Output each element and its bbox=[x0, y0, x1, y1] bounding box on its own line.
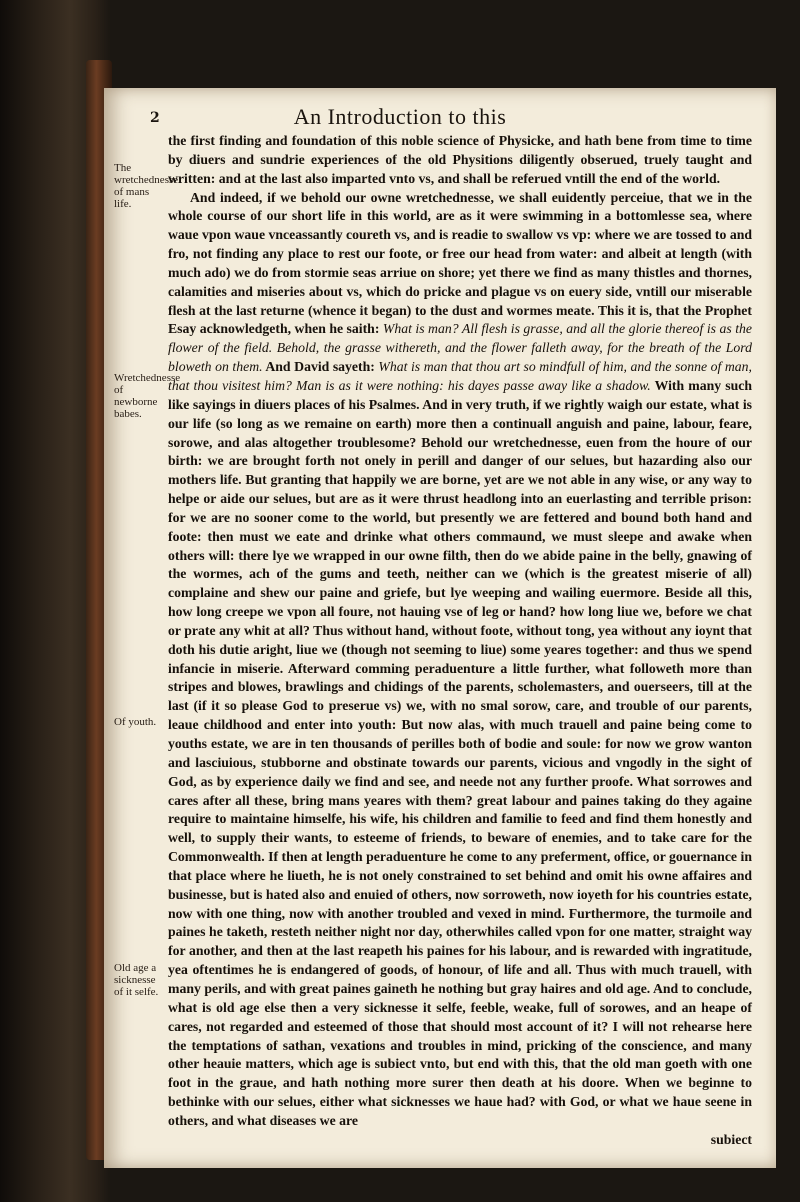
paragraph-wretchednesse bbox=[168, 189, 752, 1131]
sidenote-wretchednesse-of-mans-life: The wretchednesse of mans life. bbox=[114, 162, 179, 210]
page-number: 2 bbox=[150, 110, 160, 126]
paragraph-wretchednesse-text: And indeed, if we behold our owne wretchednesse, we shall euidently perceiue, that we in the whole course of our short life in this world, are as it were swimming in a bottomlesse sea, where waue vpon waue vnceassantly coureth vs, and is readie to swallow vs vp: where we are tossed to and fro, not finding any place to rest our foote, or free our head from water: and albeit at length (with much ado) we do from stormie seas arriue on shore; yet there we find as many thistles and thornes, calamities and miseries about vs, which do pricke and plague vs on euery side, vntill our miserable flesh at the last returne (whence it began) to the dust and wormes meate. This it is, that the Prophet Esay acknowledgeth, when he saith: bbox=[168, 189, 752, 337]
sidenote-of-youth: Of youth. bbox=[114, 716, 157, 728]
sidenote-newborne-babes: Wretchednesse of newborne babes. bbox=[114, 372, 181, 420]
running-head: An Introduction to this bbox=[293, 104, 507, 129]
paragraph-opening: the first finding and foundation of this noble science of Physicke, and hath bene from time to time by diuers and sundrie experiences of the old Physitions diligently obserued, truely taught and written: and at the last also imparted vnto vs, and shall be referued vntill the end of the world. bbox=[168, 133, 752, 186]
catchword: subiect bbox=[710, 1131, 752, 1147]
sidenote-old-age: Old age a sicknesse of it selfe. bbox=[114, 962, 159, 998]
main-text-column bbox=[168, 132, 752, 1150]
quote-esay: What is man? All flesh is grasse, and all the glorie thereof is as the flower of the field. Behold, the grasse withereth, and the flower falleth away, for the breath of the Lord bloweth on them. bbox=[168, 321, 752, 375]
david-sayeth: And David sayeth: bbox=[265, 359, 375, 375]
quote-david: What is man that thou art so mindfull of him, and the sonne of man, that thou visitest him? Man is as it were nothing: his dayes passe away like a shadow. bbox=[168, 359, 752, 393]
paragraph-miseries-of-life: With many such like sayings in diuers places of his Psalmes. And in very truth, if we rightly waigh our estate, what is our life (so long as we remaine on earth) more then a continuall anguish and paine, labour, feare, sorowe, and alas altogether troublesome? Behold our wretchednesse, euen from the houre of our birth: we are brought forth not onely in perill and danger of our selues, but hazarding also our mothers life. But granting that happily we are borne, yet are we not able in any wise, or any way to helpe or aide our selues, but are as it were thrust headlong into an euerlasting and terrible prison: for we are no sooner come to the world, but presently we are fettered and bound both hand and foote: then must we eate and drinke what others commaund, we must sleepe and awake when others will: there lye we wrapped in our owne filth, then do we abide paine in the belly, gnawing of the wormes, ach of the gums and teeth, neither can we (which is the greatest miserie of all) complaine and shew our paine and griefe, but lye weeping and wailing euermore. Beside all this, how long creepe we vpon all foure, not hauing vse of leg or hand? how long liue we, before we chat or prate any whit at all? Thus without hand, without foote, without tong, yea without any ioynt that doth his dutie aright, liue we (though not seeming to liue) some yeares together: and thus we spend infancie in miserie. Afterward comming peraduenture a little further, what followeth more than stripes and blowes, brawlings and chidings of the parents, scholemasters, and ouerseers, till at the last (if it so please God to preserue vs) we, with no smal sorow, care, and trouble of our parents, leaue childhood and enter into youth: But now alas, with much trauell and paine being come to youths estate, we are in ten thousands of perilles both of bodie and soule: for now we grow wanton and lasciuious, stubborne and obstinate towards our parents, vicious and vngodly in the sight of God, as by experience daily we find and see, and neede not any further proofe. What sorrowes and cares after all these, bring mans yeares with them? great labour and paines taking do they againe require to maintaine himselfe, his wife, his children and familie to feed and find them honestly and well, to supply their wants, to esteeme of friends, to beware of enemies, and to take care for the Commonwealth. If then at length peraduenture he come to any preferment, office, or gouernance in that place where he liueth, he is not onely constrained to set behind and omit his owne affaires and businesse, but is hated also and enuied of others, now sorroweth, now ioyeth for his countries estate, now with one thing, now with another troubled and vexed in mind. Furthermore, the turmoile and paines he taketh, resteth neither night nor day, otherwhiles called vpon for one matter, straight way for another, and then at the last reapeth his paines for his labour, and is rewarded with ingratitude, yea oftentimes he is endangered of goods, of honour, of life and all. Thus with much trauell, with many perils, and with great paines gaineth he nothing but gray haires and old age. And to conclude, what is old age else then a very sicknesse it selfe, feeble, weake, full of sorowes, and an heape of cares, not regarded and esteemed of those that should most account of it? I will not rehearse here the temptations of sathan, vexations and troubles in mind, pricking of the conscience, and many other heauie matters, which age is subiect vnto, but end with this, that the old man goeth with one foot in the graue, and hath nothing more surer then death at his doore. When we beginne to bethinke with our selues, either what sicknesses we haue had? with God, or what we haue seene in others, and what diseases we are bbox=[168, 377, 752, 1128]
